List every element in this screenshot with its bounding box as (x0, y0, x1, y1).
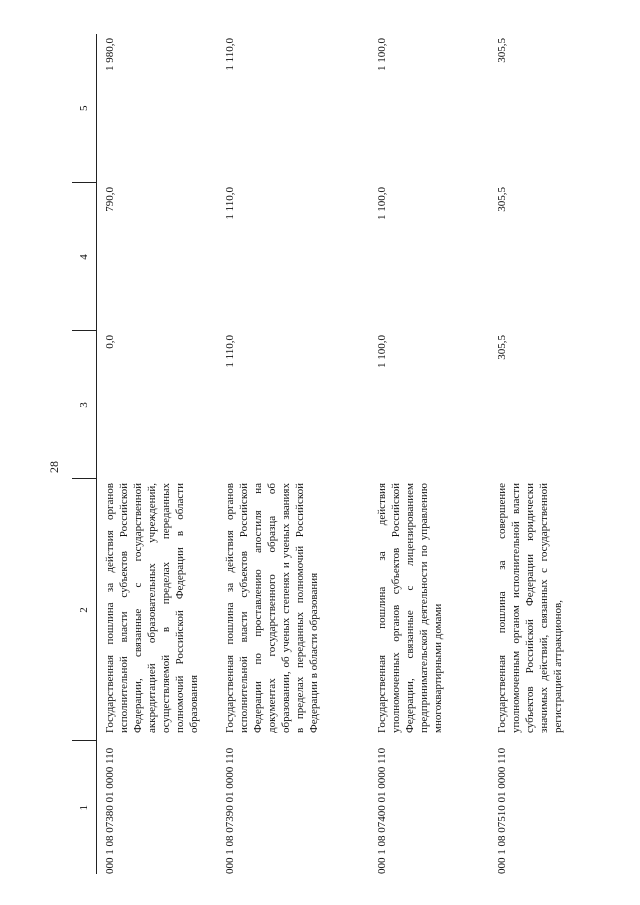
value-col-5-cell: 305,5 (496, 38, 508, 63)
rotated-table-sheet (72, 34, 608, 874)
header-col-5: 5 (72, 34, 97, 183)
table-row (217, 34, 369, 874)
description-cell: Государственная пошлина за действия уполномоченных органов субъектов Российской Федерации, связанные с лицензированием предпринимательской деятельности по управлению многоквартирными домами (376, 483, 444, 733)
column-number-header (72, 34, 97, 874)
revenue-table (72, 34, 640, 874)
value-col-4-cell: 305,5 (496, 187, 508, 212)
value-col-4-cell: 1 100,0 (376, 187, 388, 220)
table-row (489, 34, 640, 874)
value-col-3-cell: 305,5 (496, 335, 508, 360)
budget-code-cell: 000 1 08 07510 01 0000 110 (496, 747, 508, 874)
budget-code-cell: 000 1 08 07400 01 0000 110 (376, 747, 388, 874)
budget-code-cell: 000 1 08 07390 01 0000 110 (224, 747, 236, 874)
value-col-3-cell: 1 100,0 (376, 335, 388, 368)
value-col-4-cell: 790,0 (104, 187, 116, 212)
table-row (369, 34, 489, 874)
header-col-4: 4 (72, 183, 97, 331)
value-col-3-cell: 1 110,0 (224, 335, 236, 368)
value-col-5-cell: 1 100,0 (376, 38, 388, 71)
value-col-4-cell: 1 110,0 (224, 187, 236, 220)
description-cell: Государственная пошлина за действия органов исполнительной власти субъектов Российской Федерации по проставлению апостиля на документах государственного образца об образовании, об ученых степенях и ученых званиях в пределах переданных полномочий Российской Федерации в области образования (224, 483, 320, 733)
value-col-5-cell: 1 980,0 (104, 38, 116, 71)
header-col-3: 3 (72, 331, 97, 479)
header-col-1: 1 (72, 741, 97, 874)
value-col-5-cell: 1 110,0 (224, 38, 236, 71)
budget-code-cell: 000 1 08 07380 01 0000 110 (104, 747, 116, 874)
description-cell: Государственная пошлина за совершение уполномоченным органом исполнительной власти субъектов Российской Федерации юридически значимых действий, связанных с государственной регистрацией аттракционов, (496, 483, 564, 733)
header-col-2: 2 (72, 479, 97, 741)
table-row (97, 34, 218, 874)
description-cell: Государственная пошлина за действия органов исполнительной власти субъектов Российской Федерации, связанные с государственной аккредитацией образовательных учреждений, осуществляемой в пределах переданных полномочий Российской Федерации в области образования (104, 483, 200, 733)
page-number: 28 (47, 461, 61, 473)
value-col-3-cell: 0,0 (104, 335, 116, 349)
